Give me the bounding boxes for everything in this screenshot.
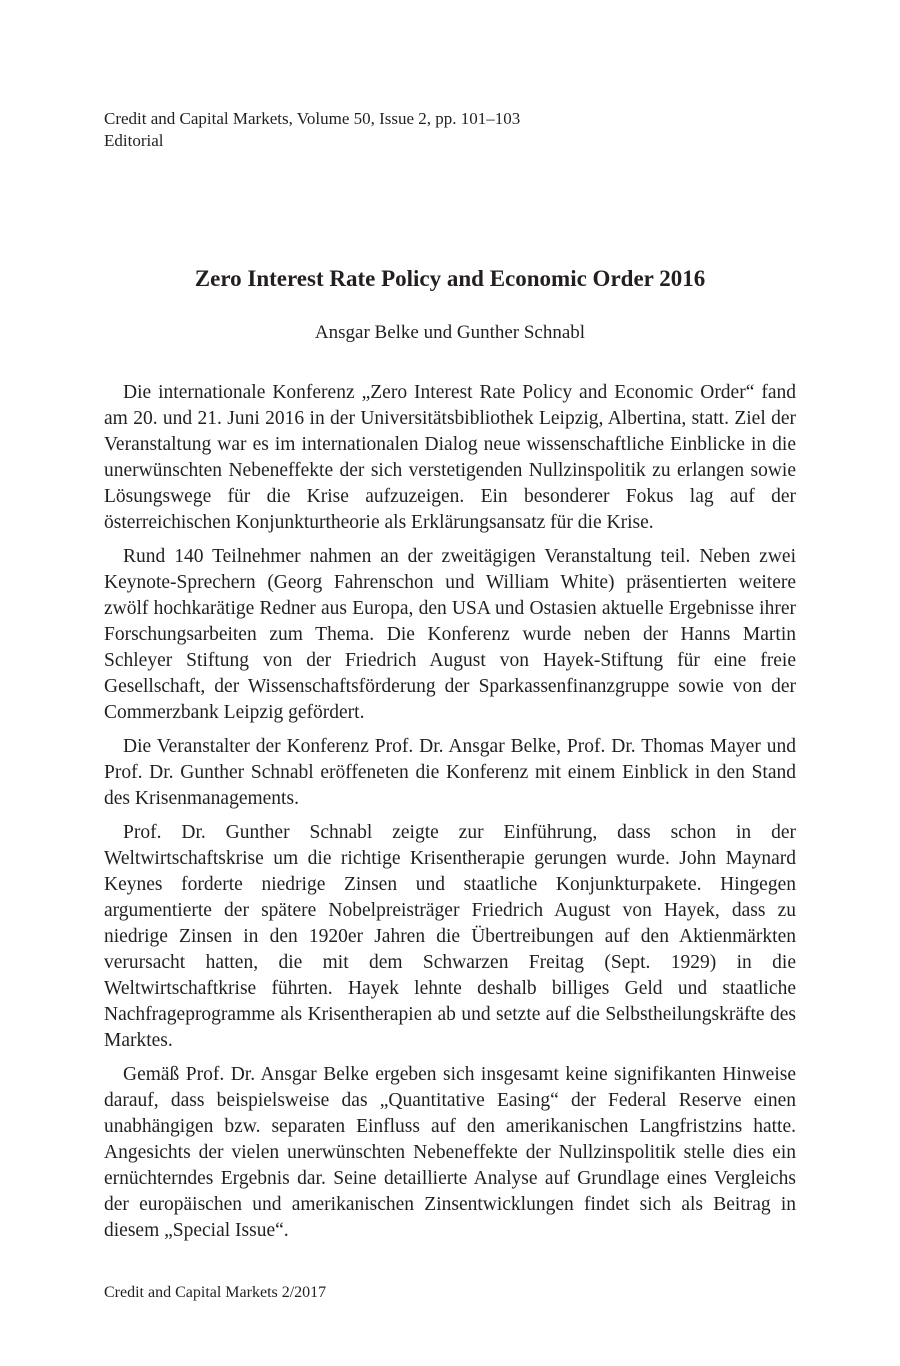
section-label: Editorial bbox=[104, 131, 164, 150]
article-body bbox=[104, 380, 796, 1252]
paragraph: Rund 140 Teilnehmer nahmen an der zweitägigen Veranstaltung teil. Neben zwei Keynote-Sprechern (Georg Fahrenschon und William White) präsentierten weitere zwölf hochkarätige Redner aus Europa, den USA und Ostasien aktuelle Ergebnisse ihrer Forschungsarbeiten zum Thema. Die Konferenz wurde neben der Hanns Martin Schleyer Stiftung von der Friedrich August von Hayek-Stiftung für eine freie Gesellschaft, der Wissenschaftsförderung der Sparkassenfinanzgruppe sowie von der Commerzbank Leipzig gefördert. bbox=[104, 546, 796, 723]
page-footer: Credit and Capital Markets 2/2017 bbox=[104, 1284, 327, 1301]
article-authors: Ansgar Belke und Gunther Schnabl bbox=[314, 322, 586, 343]
paragraph: Prof. Dr. Gunther Schnabl zeigte zur Einführung, dass schon in der Weltwirtschaftskrise um die richtige Krisentherapie gerungen wurde. John Maynard Keynes forderte niedrige Zinsen und staatliche Konjunkturpakete. Hingegen argumentierte der spätere Nobelpreisträger Friedrich August von Hayek, dass zu niedrige Zinsen in den 1920er Jahren die Übertreibungen auf den Aktienmärkten verursacht hatten, die mit dem Schwarzen Freitag (Sept. 1929) in die Weltwirtschaftkrise führten. Hayek lehnte deshalb billiges Geld und staatliche Nachfrageprogramme als Krisentherapien ab und setzte auf die Selbstheilungskräfte des Marktes. bbox=[104, 822, 796, 1051]
paragraph: Die Veranstalter der Konferenz Prof. Dr. Ansgar Belke, Prof. Dr. Thomas Mayer und Prof. Dr. Gunther Schnabl eröffeneten die Konferenz mit einem Einblick in den Stand des Krisenmanagements. bbox=[104, 736, 796, 809]
page-header bbox=[104, 108, 520, 152]
paragraph: Die internationale Konferenz „Zero Interest Rate Policy and Economic Order“ fand am 20. und 21. Juni 2016 in der Universitätsbibliothek Leipzig, Albertina, statt. Ziel der Veranstaltung war es im internationalen Dialog neue wissenschaftliche Einblicke in die unerwünschten Nebeneffekte der sich verstetigenden Nullzinspolitik zu erlangen sowie Lösungswege für die Krise aufzuzeigen. Ein besonderer Fokus lag auf der österreichischen Konjunkturtheorie als Erklärungsansatz für die Krise. bbox=[104, 382, 796, 533]
article-title: Zero Interest Rate Policy and Economic Order 2016 bbox=[194, 266, 706, 291]
journal-citation: Credit and Capital Markets, Volume 50, Issue 2, pp. 101–103 bbox=[104, 109, 521, 128]
paragraph: Gemäß Prof. Dr. Ansgar Belke ergeben sich insgesamt keine signifikanten Hinweise darauf, dass beispielsweise das „Quantitative Easing“ der Federal Reserve einen unabhängigen bzw. separaten Einfluss auf den amerikanischen Langfristzins hatte. Angesichts der vielen unerwünschten Nebeneffekte der Nullzinspolitik stelle dies ein ernüchterndes Ergebnis dar. Seine detaillierte Analyse auf Grundlage eines Vergleichs der europäischen und amerikanischen Zinsentwicklungen findet sich als Beitrag in diesem „Special Issue“. bbox=[104, 1064, 796, 1241]
